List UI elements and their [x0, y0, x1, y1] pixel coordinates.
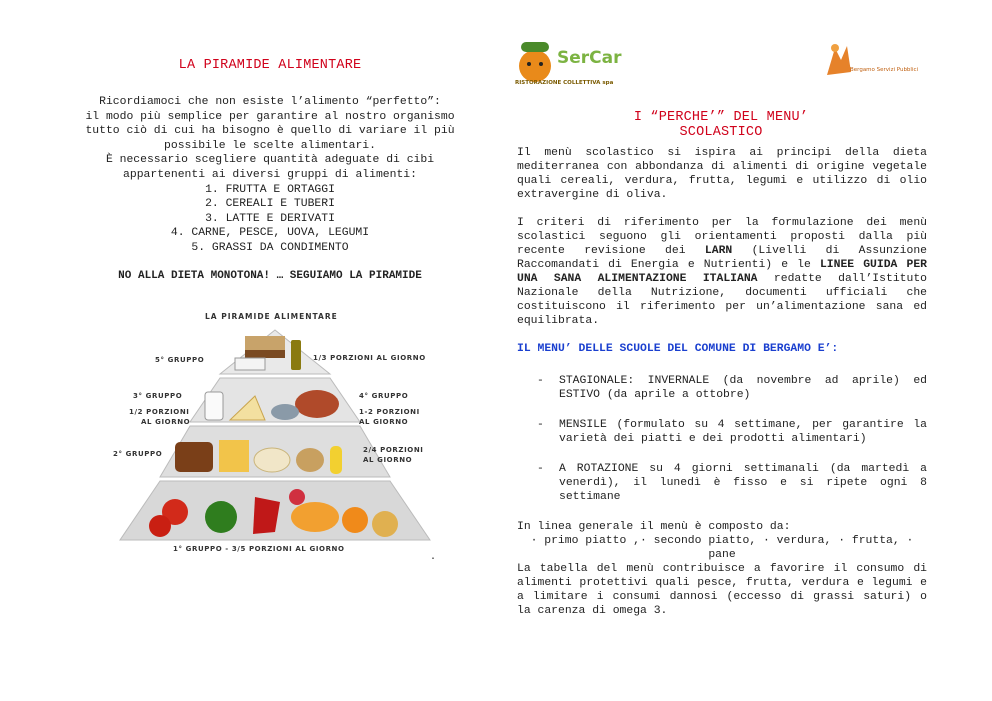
dash-bullet: - — [537, 419, 544, 431]
group4-portion-1: 1-2 PORZIONI — [359, 408, 420, 416]
butter-icon — [235, 358, 265, 370]
tomato-icon — [149, 515, 171, 537]
menu-section-title — [515, 110, 927, 140]
group3-portion-1: 1/2 PORZIONI — [129, 408, 190, 416]
menu-composition-intro: In linea generale il menù è composto da: — [517, 521, 791, 533]
food-group-item: 5. GRASSI DA CONDIMENTO — [191, 241, 349, 254]
beans-icon — [254, 448, 290, 472]
food-groups-list — [70, 183, 470, 256]
bergamo-menu-heading: IL MENU’ DELLE SCUOLE DEL COMUNE DI BERGAMO E’: — [517, 343, 839, 355]
paragraph-criteria — [517, 216, 927, 328]
pasta-icon — [219, 440, 249, 472]
dash-bullet: - — [537, 463, 544, 475]
intro-line: appartenenti ai diversi gruppi di alimenti: — [123, 168, 417, 181]
list-item — [517, 374, 927, 402]
sercar-logo-text: SerCar — [557, 48, 622, 68]
pyramid-image-title: LA PIRAMIDE ALIMENTARE — [205, 312, 338, 321]
intro-line: tutto ciò di cui ha bisogno è quello di variare il più — [85, 125, 455, 138]
criteria-text: (Livelli di Assunzione Raccomandati di Energia e Nutrienti) e le — [517, 245, 927, 271]
paragraph-mediterranean: Il menù scolastico si ispira ai principi della dieta mediterranea con abbondanza di alimenti di origine vegetale quali cereali, verdura, frutta, legumi e utilizzo di olio extravergine di oliva. — [517, 147, 927, 201]
courses-line-1: · primo piatto ,· secondo piatto, · verdura, · frutta, · — [530, 535, 914, 547]
group5-label: 5° GRUPPO — [155, 356, 205, 364]
intro-text — [70, 95, 470, 183]
list-item — [517, 462, 927, 504]
list-item-text: STAGIONALE: INVERNALE (da novembre ad aprile) ed ESTIVO (da aprile a ottobre) — [559, 375, 927, 401]
food-group-item: 1. FRUTTA E ORTAGGI — [205, 183, 335, 196]
meat-icon — [295, 390, 339, 418]
oil-bottle-icon — [291, 340, 301, 370]
group1-label: 1° GRUPPO - 3/5 PORZIONI AL GIORNO — [173, 545, 345, 553]
group4-label: 4° GRUPPO — [359, 392, 409, 400]
group3-label: 3° GRUPPO — [133, 392, 183, 400]
left-column — [70, 58, 470, 282]
menu-body — [517, 146, 927, 618]
menu-features-list — [517, 374, 927, 504]
intro-line: Ricordiamoci che non esiste l’alimento “perfetto”: — [99, 96, 441, 108]
group2-label: 2° GRUPPO — [113, 450, 163, 458]
slogan: NO ALLA DIETA MONOTONA! … SEGUIAMO LA PIRAMIDE — [118, 269, 422, 282]
paragraph-protective-foods: La tabella del menù contribuisce a favorire il consumo di alimenti protettivi quali pesce, frutta, verdura e legumi e a limitare i consumi dannosi (eccesso di grassi saturi) o la carenza di omega 3. — [517, 563, 927, 617]
list-item-text: A ROTAZIONE su 4 giorni settimanali (da martedì a venerdì), il lunedì è fisso e si ripete ogni 8 settimane — [559, 463, 927, 503]
melon-icon — [291, 502, 339, 532]
group2-portion-1: 2/4 PORZIONI — [363, 446, 424, 454]
sercar-logo-subtitle: RISTORAZIONE COLLETTIVA spa — [515, 80, 614, 86]
list-item — [517, 418, 927, 446]
dash-bullet: - — [537, 375, 544, 387]
intro-line: il modo più semplice per garantire al nostro organismo — [85, 110, 455, 123]
intro-line: possibile le scelte alimentari. — [164, 139, 376, 152]
criteria-text: redatte dall’Istituto Nazionale della Nutrizione, documenti ufficiali che costituiscono il riferimento per un’alimentazione sana ed equilibrata. — [517, 273, 927, 327]
broccoli-icon — [205, 501, 237, 533]
fish-icon — [271, 404, 299, 420]
orange-icon — [342, 507, 368, 533]
corn-icon — [330, 446, 342, 474]
milk-bottle-icon — [205, 392, 223, 420]
menu-title-line-2: SCOLASTICO — [679, 125, 763, 140]
bread-icon — [175, 442, 213, 472]
guidelines-bold: LINEE GUIDA PER UNA SANA ALIMENTAZIONE ITALIANA — [517, 259, 927, 285]
apple-icon — [372, 511, 398, 537]
courses-line-2: pane — [708, 549, 736, 561]
cake-icon — [245, 336, 285, 350]
grapes-icon — [289, 489, 305, 505]
menu-title-line-1: I “PERCHE’” DEL MENU’ — [633, 110, 809, 125]
food-group-item: 4. CARNE, PESCE, UOVA, LEGUMI — [170, 227, 370, 240]
potato-icon — [296, 448, 324, 472]
bsp-logo-text: Bergamo Servizi Pubblici — [850, 67, 919, 73]
pyramid-section-title: LA PIRAMIDE ALIMENTARE — [178, 58, 362, 73]
group5-portion: 1/3 PORZIONI AL GIORNO — [313, 354, 426, 362]
list-item-text: MENSILE (formulato su 4 settimane, per garantire la varietà dei piatti e dei prodotti alimentari) — [559, 419, 927, 445]
larn-bold: LARN — [704, 245, 733, 257]
food-group-item: 2. CEREALI E TUBERI — [205, 198, 335, 211]
group3-portion-2: AL GIORNO — [141, 418, 191, 426]
pyramid-graphic — [105, 312, 445, 562]
criteria-text: I criteri di riferimento per la formulazione dei menù scolastici seguono gli orientamenti proposti dalla più recente revisione dei — [517, 217, 927, 257]
stray-dot: . — [430, 552, 437, 563]
food-pyramid-illustration — [105, 312, 445, 562]
bsp-logo-icon — [817, 40, 857, 80]
food-group-item: 3. LATTE E DERIVATI — [205, 212, 335, 225]
cake-layer — [245, 350, 285, 358]
intro-line: È necessario scegliere quantità adeguate di cibi — [105, 154, 435, 167]
group2-portion-2: AL GIORNO — [363, 456, 413, 464]
group4-portion-2: AL GIORNO — [359, 418, 409, 426]
logos-row — [515, 40, 927, 100]
